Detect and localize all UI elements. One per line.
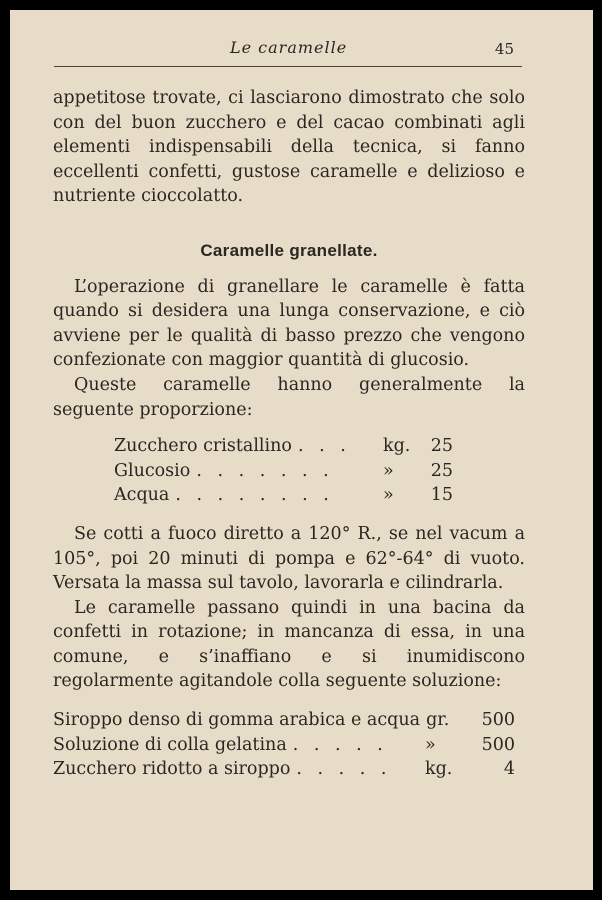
leader-dots: . . . [297,436,351,457]
ingredient-unit: » [383,460,394,481]
ingredient-unit: kg. [425,759,453,780]
ingredient-name: Soluzione di colla gelatina [53,734,287,755]
ingredient-unit: » [425,734,436,755]
running-head [54,38,522,67]
recipe-row [114,483,453,508]
leader-dots: . . . . . . . . [175,485,334,506]
ingredient-quantity: 500 [481,734,515,755]
book-page [10,10,593,890]
recipe-row [114,459,453,484]
recipe-row [53,757,515,782]
paragraph-proporzione: Queste caramelle hanno generalmente la seguente proporzione: [53,374,525,420]
ingredient-unit: gr. [426,710,450,731]
recipe-row [114,434,453,459]
paragraph-cottura: Se cotti a fuoco diretto a 120° R., se nel vacum a 105°, poi 20 minuti di pompa e 62°-64° di vuoto. Versata la massa sul tavolo, lavorarla e cilindrarla. [53,523,525,594]
paragraph-bacina: Le caramelle passano quindi in una bacina da confetti in rotazione; in mancanza di essa, in una comune, e s’inaffiano e si inumidiscono regolarmente agitandole colla seguente soluzione: [53,597,525,692]
section-heading: Caramelle granellate. [200,240,378,260]
ingredient-quantity: 15 [430,485,453,506]
leader-dots: . . . . . [296,759,392,780]
recipe-list [114,434,453,508]
ingredient-unit: » [383,485,394,506]
running-title: Le caramelle [230,38,348,57]
intro-paragraph: appetitose trovate, ci lasciarono dimostrato che solo con del buon zucchero e del cacao combinati agli elementi indispensabili della tecnica, si fanno eccellenti confetti, gustose caramelle e delizioso e nutriente cioccolatto. [53,88,525,207]
solution-list [53,708,515,782]
paragraph-operazione: L’operazione di granellare le caramelle è fatta quando si desidera una lunga conservazione, e ciò avviene per le qualità di basso prezzo che vengono confezionate con maggior quantità di glucosio. [53,276,525,371]
ingredient-quantity: 500 [481,710,515,731]
ingredient-name: Zucchero cristallino [114,436,292,457]
ingredient-quantity: 25 [430,460,453,481]
recipe-row [53,708,515,733]
ingredient-name: Glucosio [114,460,191,481]
ingredient-name: Zucchero ridotto a siroppo [53,759,291,780]
recipe-row [53,733,515,758]
leader-dots: . . . . . [292,734,388,755]
ingredient-name: Acqua [114,485,170,506]
ingredient-quantity: 25 [430,436,453,457]
body-text [53,86,525,782]
ingredient-quantity: 4 [503,759,515,780]
page-number: 45 [494,40,514,58]
ingredient-unit: kg. [383,436,411,457]
ingredient-name: Siroppo denso di gomma arabica e acqua [53,710,421,731]
leader-dots: . . . . . . . [196,460,334,481]
